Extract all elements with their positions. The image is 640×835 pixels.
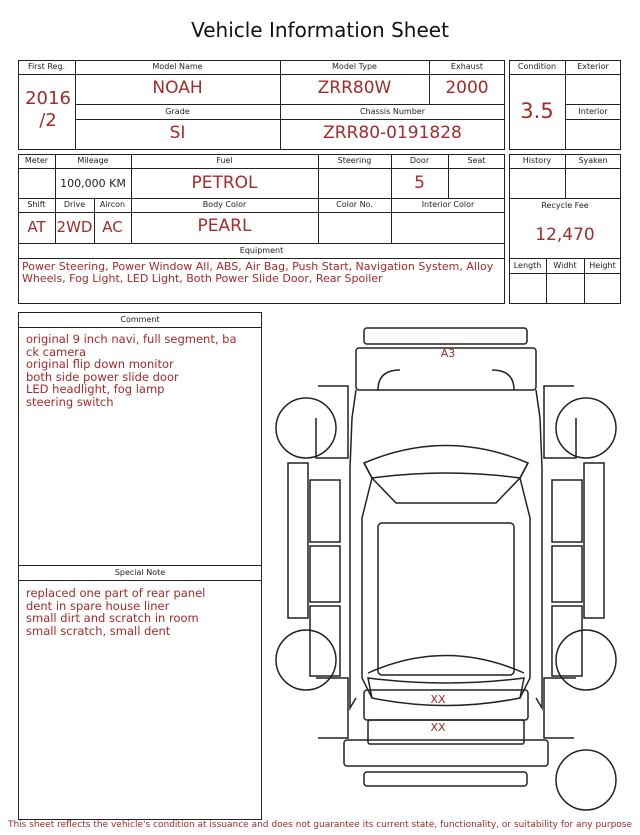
- drive-value: 2WD: [56, 218, 93, 236]
- door-label: Door: [409, 156, 430, 165]
- aircon-label: Aircon: [99, 200, 126, 209]
- chassis-value: ZRR80-0191828: [323, 123, 462, 143]
- exhaust-value: 2000: [445, 78, 489, 98]
- first-reg-label: First Reg.: [27, 62, 66, 71]
- door-value: 5: [414, 173, 425, 193]
- comment-text: original 9 inch navi, full segment, ba ck camera original flip down monitor both side power slide door LED headlight, fog lamp steering switch: [26, 332, 237, 409]
- shift-label: Shift: [27, 200, 46, 209]
- first-reg-value: 2016 /2: [25, 88, 71, 131]
- color-no-label: Color No.: [336, 200, 373, 209]
- equipment-label: Equipment: [239, 246, 284, 255]
- length-label: Length: [513, 261, 542, 270]
- disclaimer-footer: This sheet reflects the vehicle's condition at issuance and does not guarantee its current state, functionality, or suitability for any purpose: [7, 820, 633, 830]
- condition-label: Condition: [517, 62, 557, 71]
- body-color-value: PEARL: [197, 216, 252, 236]
- model-type-value: ZRR80W: [317, 78, 392, 98]
- page-title: Vehicle Information Sheet: [191, 18, 449, 42]
- model-name-value: NOAH: [152, 78, 203, 98]
- steering-label: Steering: [337, 156, 372, 165]
- exhaust-label: Exhaust: [450, 62, 484, 71]
- special-note-text: replaced one part of rear panel dent in spare house liner small dirt and scratch in room small scratch, small dent: [26, 586, 206, 638]
- comment-label: Comment: [120, 315, 160, 324]
- recycle-fee-value: 12,470: [535, 225, 595, 245]
- interior-color-label: Interior Color: [421, 200, 475, 209]
- model-type-label: Model Type: [332, 62, 377, 71]
- fuel-label: Fuel: [216, 156, 233, 165]
- damage-mark-rear-upper: XX: [430, 693, 446, 706]
- mileage-label: Mileage: [77, 156, 109, 165]
- history-label: History: [522, 156, 552, 165]
- exterior-label: Exterior: [577, 62, 609, 71]
- special-note-label: Special Note: [114, 568, 166, 577]
- shift-value: AT: [27, 218, 46, 236]
- body-color-label: Body Color: [202, 200, 247, 209]
- seat-label: Seat: [467, 156, 486, 165]
- meter-label: Meter: [24, 156, 49, 165]
- recycle-fee-label: Recycle Fee: [541, 201, 589, 210]
- syaken-label: Syaken: [578, 156, 608, 165]
- model-name-label: Model Name: [152, 62, 203, 71]
- fuel-value: PETROL: [191, 173, 258, 193]
- width-label: Widht: [553, 261, 577, 270]
- interior-label: Interior: [578, 107, 608, 116]
- chassis-label: Chassis Number: [360, 107, 425, 116]
- damage-mark-rear-lower: XX: [430, 721, 446, 734]
- damage-mark-front: A3: [440, 347, 456, 360]
- mileage-value: 100,000 KM: [60, 177, 126, 190]
- car-damage-diagram: [268, 318, 624, 816]
- grade-label: Grade: [165, 107, 190, 116]
- equipment-value: Power Steering, Power Window All, ABS, Air Bag, Push Start, Navigation System, Alloy Wheels, Fog Light, LED Light, Both Power Slide Door, Rear Spoiler: [22, 260, 494, 285]
- grade-value: SI: [169, 123, 186, 143]
- aircon-value: AC: [102, 218, 123, 236]
- drive-label: Drive: [63, 200, 86, 209]
- height-label: Height: [589, 261, 616, 270]
- condition-score: 3.5: [520, 99, 554, 123]
